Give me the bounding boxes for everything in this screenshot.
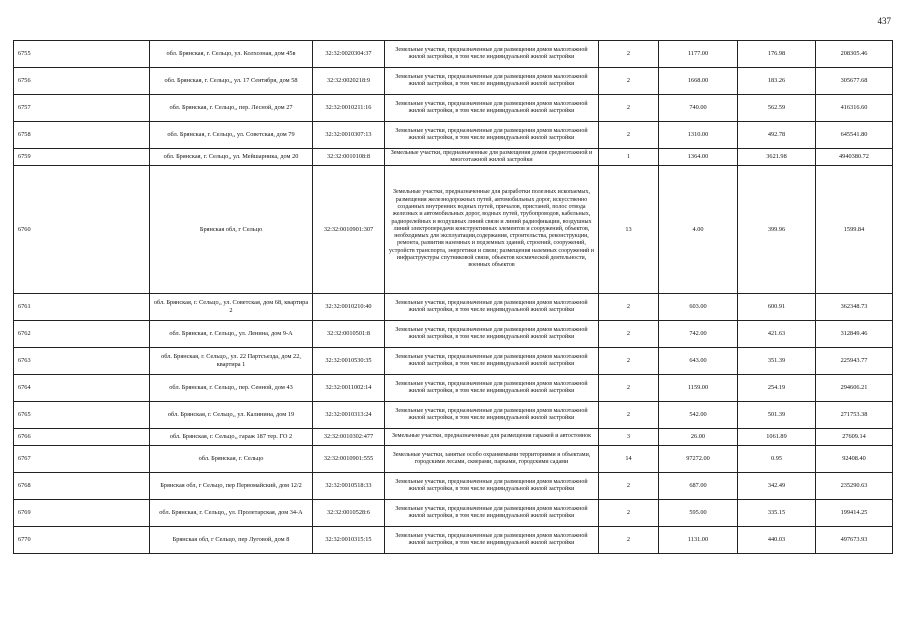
cadastral-value-cell: 225943.77 xyxy=(816,348,893,375)
cadastral-value-cell: 497673.93 xyxy=(816,527,893,554)
cadastral-number-cell: 32:32:0010530:35 xyxy=(313,348,385,375)
table-row xyxy=(14,527,893,554)
address-cell: Брянская обл, г Сельцо, пер Первомайский, дом 12/2 xyxy=(150,473,313,500)
use-group-cell: 2 xyxy=(599,500,659,527)
address-cell: Брянская обл, г Сельцо, пер Луговой, дом 8 xyxy=(150,527,313,554)
row-number-cell: 6759 xyxy=(14,149,150,166)
table-row xyxy=(14,95,893,122)
specific-value-cell: 351.39 xyxy=(738,348,816,375)
cadastral-number-cell: 32:32:0010528:6 xyxy=(313,500,385,527)
address-cell: обл. Брянская, г. Сельцо,, пер. Лесной, дом 27 xyxy=(150,95,313,122)
cadastral-value-cell: 4940380.72 xyxy=(816,149,893,166)
specific-value-cell: 183.26 xyxy=(738,68,816,95)
row-number-cell: 6762 xyxy=(14,321,150,348)
specific-value-cell: 335.15 xyxy=(738,500,816,527)
address-cell: обл. Брянская, г. Сельцо, ул. Колхозная, дом 45в xyxy=(150,41,313,68)
area-cell: 742.00 xyxy=(659,321,738,348)
cadastral-number-cell: 32:32:0010518:33 xyxy=(313,473,385,500)
specific-value-cell: 176.98 xyxy=(738,41,816,68)
cadastral-number-cell: 32:32:0010313:24 xyxy=(313,402,385,429)
table-body xyxy=(14,41,893,554)
address-cell: обл. Брянская, г. Сельцо,, ул. Советская, дом 79 xyxy=(150,122,313,149)
table-row xyxy=(14,122,893,149)
row-number-cell: 6766 xyxy=(14,429,150,446)
row-number-cell: 6770 xyxy=(14,527,150,554)
use-group-cell: 2 xyxy=(599,321,659,348)
use-group-cell: 2 xyxy=(599,122,659,149)
address-cell: обл. Брянская, г. Сельцо,, ул. Калинина, дом 19 xyxy=(150,402,313,429)
land-use-cell: Земельные участки, предназначенные для размещения гаражей и автостоянок xyxy=(385,429,599,446)
table-row xyxy=(14,348,893,375)
cadastral-number-cell: 32:32:0010307:13 xyxy=(313,122,385,149)
land-use-cell: Земельные участки, предназначенные для размещения домов среднеэтажной и многоэтажной жилой застройки xyxy=(385,149,599,166)
cadastral-value-cell: 645541.80 xyxy=(816,122,893,149)
row-number-cell: 6768 xyxy=(14,473,150,500)
use-group-cell: 2 xyxy=(599,402,659,429)
row-number-cell: 6755 xyxy=(14,41,150,68)
area-cell: 97272.00 xyxy=(659,446,738,473)
area-cell: 643.00 xyxy=(659,348,738,375)
table-row xyxy=(14,41,893,68)
table-row xyxy=(14,446,893,473)
use-group-cell: 14 xyxy=(599,446,659,473)
row-number-cell: 6765 xyxy=(14,402,150,429)
row-number-cell: 6756 xyxy=(14,68,150,95)
cadastral-number-cell: 32:32:0010315:15 xyxy=(313,527,385,554)
land-use-cell: Земельные участки, предназначенные для размещения домов малоэтажной жилой застройки, в том числе индивидуальной жилой застройки xyxy=(385,402,599,429)
cadastral-number-cell: 32:32:0010901:555 xyxy=(313,446,385,473)
page-number: 437 xyxy=(877,16,891,26)
cadastral-number-cell: 32:32:0011002:14 xyxy=(313,375,385,402)
area-cell: 1310.00 xyxy=(659,122,738,149)
use-group-cell: 2 xyxy=(599,68,659,95)
address-cell: Брянская обл, г Сельцо xyxy=(150,166,313,294)
row-number-cell: 6758 xyxy=(14,122,150,149)
table-row xyxy=(14,500,893,527)
area-cell: 603.00 xyxy=(659,294,738,321)
area-cell: 1364.00 xyxy=(659,149,738,166)
row-number-cell: 6769 xyxy=(14,500,150,527)
area-cell: 1131.00 xyxy=(659,527,738,554)
use-group-cell: 2 xyxy=(599,375,659,402)
address-cell: обл. Брянская, г. Сельцо,, ул. 17 Сентября, дом 58 xyxy=(150,68,313,95)
use-group-cell: 2 xyxy=(599,294,659,321)
cadastral-number-cell: 32:32:0010210:40 xyxy=(313,294,385,321)
table-row xyxy=(14,294,893,321)
land-use-cell: Земельные участки, предназначенные для размещения домов малоэтажной жилой застройки, в том числе индивидуальной жилой застройки xyxy=(385,321,599,348)
cadastral-number-cell: 32:32:0020304:37 xyxy=(313,41,385,68)
cadastral-value-cell: 416316.60 xyxy=(816,95,893,122)
cadastral-value-cell: 199414.25 xyxy=(816,500,893,527)
land-use-cell: Земельные участки, предназначенные для размещения домов малоэтажной жилой застройки, в том числе индивидуальной жилой застройки xyxy=(385,68,599,95)
area-cell: 687.00 xyxy=(659,473,738,500)
address-cell: обл. Брянская, г. Сельцо,, ул. Советская, дом 68, квартира 2 xyxy=(150,294,313,321)
land-use-cell: Земельные участки, предназначенные для размещения домов малоэтажной жилой застройки, в том числе индивидуальной жилой застройки xyxy=(385,95,599,122)
land-use-cell: Земельные участки, предназначенные для размещения домов малоэтажной жилой застройки, в том числе индивидуальной жилой застройки xyxy=(385,375,599,402)
cadastral-value-cell: 305677.68 xyxy=(816,68,893,95)
specific-value-cell: 254.19 xyxy=(738,375,816,402)
row-number-cell: 6764 xyxy=(14,375,150,402)
address-cell: обл. Брянская, г. Сельцо,, ул. Пролетарская, дом 34-А xyxy=(150,500,313,527)
address-cell: обл. Брянская, г. Сельцо xyxy=(150,446,313,473)
cadastral-value-cell: 235290.63 xyxy=(816,473,893,500)
cadastral-value-cell: 208305.46 xyxy=(816,41,893,68)
area-cell: 1177.00 xyxy=(659,41,738,68)
cadastral-number-cell: 32:32:0020218:9 xyxy=(313,68,385,95)
land-use-cell: Земельные участки, предназначенные для размещения домов малоэтажной жилой застройки, в том числе индивидуальной жилой застройки xyxy=(385,500,599,527)
cadastral-value-cell: 271753.38 xyxy=(816,402,893,429)
land-use-cell: Земельные участки, предназначенные для размещения домов малоэтажной жилой застройки, в том числе индивидуальной жилой застройки xyxy=(385,473,599,500)
land-use-cell: Земельные участки, предназначенные для размещения домов малоэтажной жилой застройки, в том числе индивидуальной жилой застройки xyxy=(385,41,599,68)
area-cell: 542.00 xyxy=(659,402,738,429)
table-row xyxy=(14,321,893,348)
specific-value-cell: 492.78 xyxy=(738,122,816,149)
row-number-cell: 6761 xyxy=(14,294,150,321)
cadastral-number-cell: 32:32:0010501:8 xyxy=(313,321,385,348)
table-row xyxy=(14,473,893,500)
specific-value-cell: 342.49 xyxy=(738,473,816,500)
row-number-cell: 6763 xyxy=(14,348,150,375)
specific-value-cell: 600.91 xyxy=(738,294,816,321)
table-row xyxy=(14,166,893,294)
cadastral-number-cell: 32:32:0010901:307 xyxy=(313,166,385,294)
use-group-cell: 2 xyxy=(599,348,659,375)
specific-value-cell: 562.59 xyxy=(738,95,816,122)
land-use-cell: Земельные участки, занятые особо охраняемыми территориями и объектами, городскими лесами, скверами, парками, городскими садами xyxy=(385,446,599,473)
area-cell: 595.00 xyxy=(659,500,738,527)
address-cell: обл. Брянская, г. Сельцо,, ул. Мейшарника, дом 20 xyxy=(150,149,313,166)
use-group-cell: 2 xyxy=(599,95,659,122)
cadastral-value-table xyxy=(13,40,893,554)
area-cell: 1159.00 xyxy=(659,375,738,402)
area-cell: 1668.00 xyxy=(659,68,738,95)
land-use-cell: Земельные участки, предназначенные для размещения домов малоэтажной жилой застройки, в том числе индивидуальной жилой застройки xyxy=(385,527,599,554)
cadastral-value-cell: 362348.73 xyxy=(816,294,893,321)
land-use-cell: Земельные участки, предназначенные для размещения домов малоэтажной жилой застройки, в том числе индивидуальной жилой застройки xyxy=(385,348,599,375)
cadastral-number-cell: 32:32:0010108:8 xyxy=(313,149,385,166)
specific-value-cell: 3621.98 xyxy=(738,149,816,166)
specific-value-cell: 501.39 xyxy=(738,402,816,429)
use-group-cell: 2 xyxy=(599,527,659,554)
specific-value-cell: 440.03 xyxy=(738,527,816,554)
row-number-cell: 6757 xyxy=(14,95,150,122)
land-use-cell: Земельные участки, предназначенные для разработки полезных ископаемых, размещения железнодорожных путей, автомобильных дорог, искусственно созданных внутренних водных путей, причалов, пристаней, полос отвода железных и автомобильных дорог, водных путей, трубопроводов, кабельных, радиорелейных и воздушных линий связи и линий радиофикации, воздушных линий электропередачи конструктивных элементов и сооружений, объектов, необходимых для эксплуатации,содержания, строительства, реконструкции, ремонта, развития наземных и подземных зданий, строений, сооружений, устройств транспорта, энергетики и связи; размещения наземных сооружений и инфраструктуры спутниковой связи, объектов космической деятельности, военных объектов xyxy=(385,166,599,294)
cadastral-number-cell: 32:32:0010302:477 xyxy=(313,429,385,446)
use-group-cell: 2 xyxy=(599,41,659,68)
address-cell: обл. Брянская, г. Сельцо,, ул. Ленина, дом 9-А xyxy=(150,321,313,348)
table-row xyxy=(14,375,893,402)
area-cell: 740.00 xyxy=(659,95,738,122)
area-cell: 4.00 xyxy=(659,166,738,294)
specific-value-cell: 399.96 xyxy=(738,166,816,294)
address-cell: обл. Брянская, г. Сельцо,, пер. Сенной, дом 43 xyxy=(150,375,313,402)
row-number-cell: 6767 xyxy=(14,446,150,473)
specific-value-cell: 421.63 xyxy=(738,321,816,348)
specific-value-cell: 0.95 xyxy=(738,446,816,473)
cadastral-value-cell: 294606.21 xyxy=(816,375,893,402)
cadastral-value-cell: 92408.40 xyxy=(816,446,893,473)
area-cell: 26.00 xyxy=(659,429,738,446)
cadastral-number-cell: 32:32:0010211:16 xyxy=(313,95,385,122)
use-group-cell: 1 xyxy=(599,149,659,166)
table-row xyxy=(14,429,893,446)
table-row xyxy=(14,149,893,166)
address-cell: обл. Брянская, г. Сельцо,, ул. 22 Партсъезда, дом 22, квартира 1 xyxy=(150,348,313,375)
use-group-cell: 2 xyxy=(599,473,659,500)
row-number-cell: 6760 xyxy=(14,166,150,294)
cadastral-value-cell: 312849.46 xyxy=(816,321,893,348)
use-group-cell: 3 xyxy=(599,429,659,446)
land-use-cell: Земельные участки, предназначенные для размещения домов малоэтажной жилой застройки, в том числе индивидуальной жилой застройки xyxy=(385,122,599,149)
land-use-cell: Земельные участки, предназначенные для размещения домов малоэтажной жилой застройки, в том числе индивидуальной жилой застройки xyxy=(385,294,599,321)
address-cell: обл. Брянская, г. Сельцо,, гараж 187 тер. ГО 2 xyxy=(150,429,313,446)
cadastral-value-cell: 27609.14 xyxy=(816,429,893,446)
cadastral-value-cell: 1599.84 xyxy=(816,166,893,294)
table-row xyxy=(14,402,893,429)
use-group-cell: 13 xyxy=(599,166,659,294)
specific-value-cell: 1061.89 xyxy=(738,429,816,446)
table-row xyxy=(14,68,893,95)
